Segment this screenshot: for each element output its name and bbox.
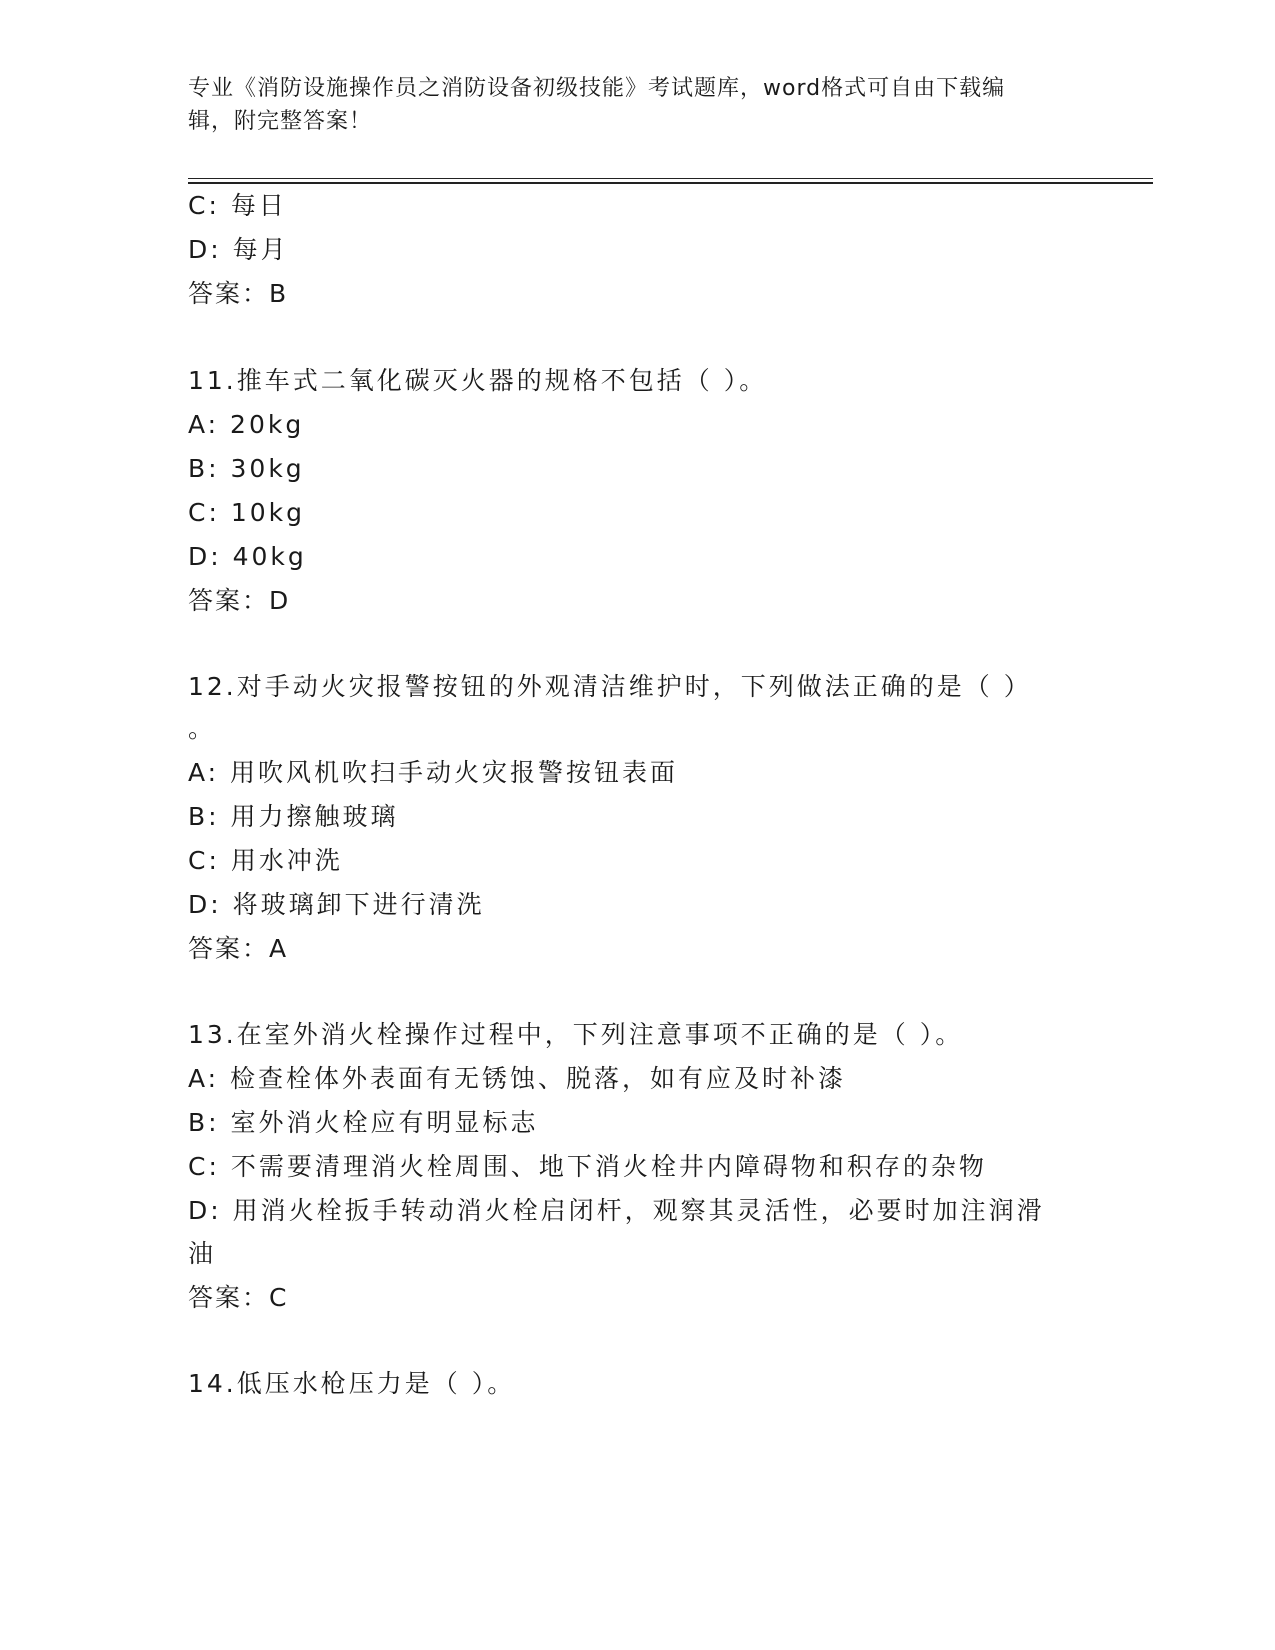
q13-stem: 13.在室外消火栓操作过程中，下列注意事项不正确的是（ ）。 xyxy=(188,1020,964,1049)
q12-stem-line-2: 。 xyxy=(188,714,217,743)
q11-stem: 11.推车式二氧化碳灭火器的规格不包括（ ）。 xyxy=(188,366,768,395)
header-title-line-2: 辑，附完整答案！ xyxy=(188,109,373,134)
q12-answer: 答案：A xyxy=(188,934,289,963)
q12-option-b: B: 用力擦触玻璃 xyxy=(188,802,399,831)
q11-answer: 答案：D xyxy=(188,586,291,615)
q10-option-d: D: 每月 xyxy=(188,235,289,264)
q10-option-c: C: 每日 xyxy=(188,191,287,220)
header-divider-thick xyxy=(188,182,1153,184)
q12-option-d: D: 将玻璃卸下进行清洗 xyxy=(188,890,485,919)
q13-option-d-line-1: D: 用消火栓扳手转动消火栓启闭杆，观察其灵活性，必要时加注润滑 xyxy=(188,1196,1045,1225)
q12-option-a: A: 用吹风机吹扫手动火灾报警按钮表面 xyxy=(188,758,679,787)
q12-option-c: C: 用水冲洗 xyxy=(188,846,343,875)
document-header xyxy=(188,72,1068,138)
header-title-line-1: 专业《消防设施操作员之消防设备初级技能》考试题库，word格式可自由下载编 xyxy=(188,76,1006,101)
q12-stem-line-1: 12.对手动火灾报警按钮的外观清洁维护时，下列做法正确的是（ ） xyxy=(188,672,1032,701)
q11-option-b: B: 30kg xyxy=(188,454,305,483)
q13-option-a: A: 检查栓体外表面有无锈蚀、脱落，如有应及时补漆 xyxy=(188,1064,847,1093)
q10-answer: 答案：B xyxy=(188,279,289,308)
q11-option-c: C: 10kg xyxy=(188,498,305,527)
q11-option-a: A: 20kg xyxy=(188,410,305,439)
q11-option-d: D: 40kg xyxy=(188,542,307,571)
q13-answer: 答案：C xyxy=(188,1283,289,1312)
header-divider-thin xyxy=(188,178,1153,179)
q13-option-b: B: 室外消火栓应有明显标志 xyxy=(188,1108,539,1137)
q13-option-c: C: 不需要清理消火栓周围、地下消火栓井内障碍物和积存的杂物 xyxy=(188,1152,987,1181)
q13-option-d-line-2: 油 xyxy=(188,1239,217,1268)
q14-stem: 14.低压水枪压力是（ ）。 xyxy=(188,1369,516,1398)
